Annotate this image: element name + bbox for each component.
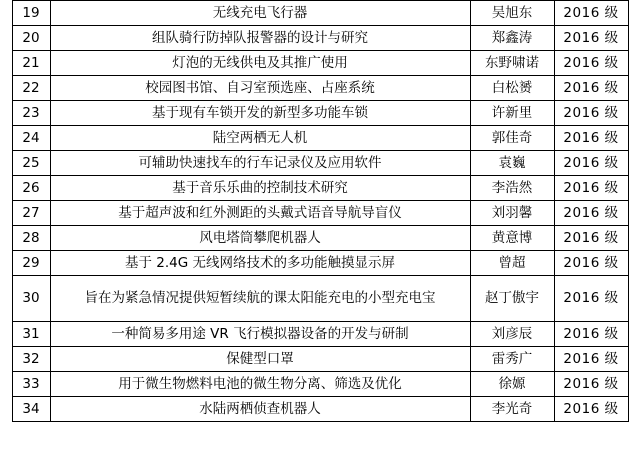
row-number: 21 — [12, 51, 50, 76]
table-row — [12, 251, 628, 276]
row-number: 32 — [12, 347, 50, 372]
project-leader: 李光奇 — [470, 397, 554, 422]
project-grade: 2016 级 — [554, 26, 628, 51]
project-grade: 2016 级 — [554, 397, 628, 422]
project-leader: 白松赟 — [470, 76, 554, 101]
row-number: 33 — [12, 372, 50, 397]
row-number: 26 — [12, 176, 50, 201]
project-leader: 刘彦辰 — [470, 322, 554, 347]
project-title: 水陆两栖侦查机器人 — [50, 397, 470, 422]
project-leader: 袁巍 — [470, 151, 554, 176]
table-row — [12, 51, 628, 76]
row-number: 25 — [12, 151, 50, 176]
project-leader: 许新里 — [470, 101, 554, 126]
project-grade: 2016 级 — [554, 176, 628, 201]
table-row — [12, 101, 628, 126]
project-grade: 2016 级 — [554, 226, 628, 251]
project-title: 校园图书馆、自习室预选座、占座系统 — [50, 76, 470, 101]
project-leader: 赵丁傲宇 — [470, 276, 554, 322]
row-number: 23 — [12, 101, 50, 126]
project-grade: 2016 级 — [554, 347, 628, 372]
project-leader: 黄意博 — [470, 226, 554, 251]
project-title: 一种简易多用途 VR 飞行模拟器设备的开发与研制 — [50, 322, 470, 347]
project-leader: 东野啸诺 — [470, 51, 554, 76]
project-leader: 刘羽馨 — [470, 201, 554, 226]
project-grade: 2016 级 — [554, 251, 628, 276]
project-grade: 2016 级 — [554, 51, 628, 76]
project-leader: 吴旭东 — [470, 1, 554, 26]
project-grade: 2016 级 — [554, 276, 628, 322]
project-title: 组队骑行防掉队报警器的设计与研究 — [50, 26, 470, 51]
table-row — [12, 322, 628, 347]
project-title: 保健型口罩 — [50, 347, 470, 372]
row-number: 28 — [12, 226, 50, 251]
project-title: 无线充电飞行器 — [50, 1, 470, 26]
project-title: 旨在为紧急情况提供短暂续航的课太阳能充电的小型充电宝 — [50, 276, 470, 322]
project-leader: 徐嫄 — [470, 372, 554, 397]
row-number: 31 — [12, 322, 50, 347]
project-title: 用于微生物燃料电池的微生物分离、筛选及优化 — [50, 372, 470, 397]
project-title: 灯泡的无线供电及其推广使用 — [50, 51, 470, 76]
table-row — [12, 201, 628, 226]
project-grade: 2016 级 — [554, 101, 628, 126]
project-grade: 2016 级 — [554, 1, 628, 26]
table-body — [12, 1, 628, 422]
table-row — [12, 226, 628, 251]
project-grade: 2016 级 — [554, 151, 628, 176]
table-row — [12, 126, 628, 151]
project-leader: 李浩然 — [470, 176, 554, 201]
row-number: 27 — [12, 201, 50, 226]
project-leader: 郑鑫涛 — [470, 26, 554, 51]
project-title: 陆空两栖无人机 — [50, 126, 470, 151]
project-leader: 郭佳奇 — [470, 126, 554, 151]
row-number: 22 — [12, 76, 50, 101]
project-grade: 2016 级 — [554, 126, 628, 151]
project-title: 可辅助快速找车的行车记录仪及应用软件 — [50, 151, 470, 176]
row-number: 29 — [12, 251, 50, 276]
project-title: 基于现有车锁开发的新型多功能车锁 — [50, 101, 470, 126]
table-row — [12, 76, 628, 101]
project-grade: 2016 级 — [554, 372, 628, 397]
table-row — [12, 276, 628, 322]
project-grade: 2016 级 — [554, 322, 628, 347]
table-row — [12, 1, 628, 26]
project-list-table — [12, 0, 629, 422]
row-number: 34 — [12, 397, 50, 422]
table-row — [12, 26, 628, 51]
project-title: 风电塔筒攀爬机器人 — [50, 226, 470, 251]
table-row — [12, 347, 628, 372]
table-row — [12, 176, 628, 201]
table-row — [12, 397, 628, 422]
row-number: 24 — [12, 126, 50, 151]
project-title: 基于音乐乐曲的控制技术研究 — [50, 176, 470, 201]
table-row — [12, 151, 628, 176]
project-title: 基于 2.4G 无线网络技术的多功能触摸显示屏 — [50, 251, 470, 276]
project-title: 基于超声波和红外测距的头戴式语音导航导盲仪 — [50, 201, 470, 226]
table-row — [12, 372, 628, 397]
row-number: 20 — [12, 26, 50, 51]
project-leader: 曾超 — [470, 251, 554, 276]
row-number: 30 — [12, 276, 50, 322]
row-number: 19 — [12, 1, 50, 26]
project-grade: 2016 级 — [554, 76, 628, 101]
project-grade: 2016 级 — [554, 201, 628, 226]
project-leader: 雷秀广 — [470, 347, 554, 372]
